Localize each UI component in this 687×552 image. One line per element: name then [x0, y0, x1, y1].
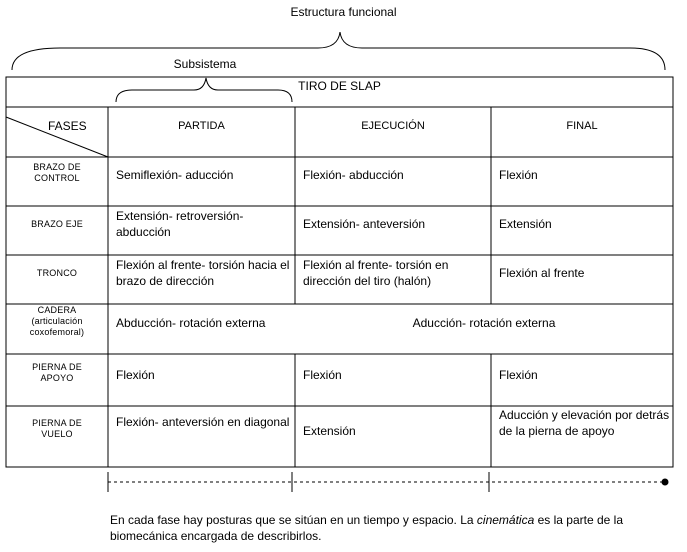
table-cell: Extensión [499, 217, 552, 231]
row-label-cadera-main: CADERA [37, 305, 77, 315]
row-label-cadera-sub: (articulación coxofemoral) [29, 316, 85, 337]
table-cell: Extensión- anteversión [303, 217, 426, 231]
estructura-funcional-label: Estructura funcional [290, 5, 397, 19]
table-cell: Abducción- rotación externa [116, 316, 266, 330]
row-label-pierna-apoyo: PIERNA DE APOYO [32, 362, 82, 383]
footer-text-before: En cada fase hay posturas que se sitúan en un tiempo y espacio. La [110, 513, 477, 527]
table-cell: Flexión al frente- torsión en dirección del tiro (halón) [303, 258, 449, 288]
footer-note [110, 512, 670, 544]
table-cell-merged: Aducción- rotación externa [412, 316, 556, 330]
corner-label: FASES [48, 119, 87, 133]
row-label-tronco: TRONCO [36, 268, 78, 278]
column-header-ejecucion: EJECUCIÓN [361, 120, 425, 132]
table-cell: Flexión [303, 368, 342, 382]
column-header-final: FINAL [566, 120, 598, 132]
estructura-brace [12, 32, 665, 70]
table-cell: Flexión al frente- torsión hacia el brazo de dirección [116, 258, 290, 288]
row-label-cadera [14, 305, 100, 338]
table-cell: Extensión [303, 424, 356, 438]
subsistema-label: Subsistema [173, 57, 237, 71]
table-cell: Flexión [116, 368, 155, 382]
table-cell: Semiflexión- aducción [116, 168, 234, 182]
table-cell: Flexión- abducción [303, 168, 404, 182]
row-label-pierna-vuelo: PIERNA DE VUELO [32, 418, 82, 439]
table-title: TIRO DE SLAP [298, 79, 381, 93]
table-cell: Flexión [499, 168, 538, 182]
column-header-partida: PARTIDA [178, 120, 225, 132]
table-cell: Flexión al frente [499, 266, 585, 280]
table-cell: Extensión- retroversión- abducción [116, 209, 244, 239]
timeline-end-dot [662, 479, 669, 486]
footer-text-after: es la parte de la biomecánica encargada de describirlos. [110, 513, 623, 543]
row-label-brazo-control: BRAZO DE CONTROL [33, 162, 81, 183]
table-cell: Flexión- anteversión en diagonal [116, 415, 290, 429]
table-cell: Flexión [499, 368, 538, 382]
footer-text-emphasis: cinemática [476, 513, 535, 527]
row-label-brazo-eje: BRAZO EJE [31, 219, 83, 229]
table-cell: Aducción y elevación por detrás de la pierna de apoyo [499, 408, 670, 438]
